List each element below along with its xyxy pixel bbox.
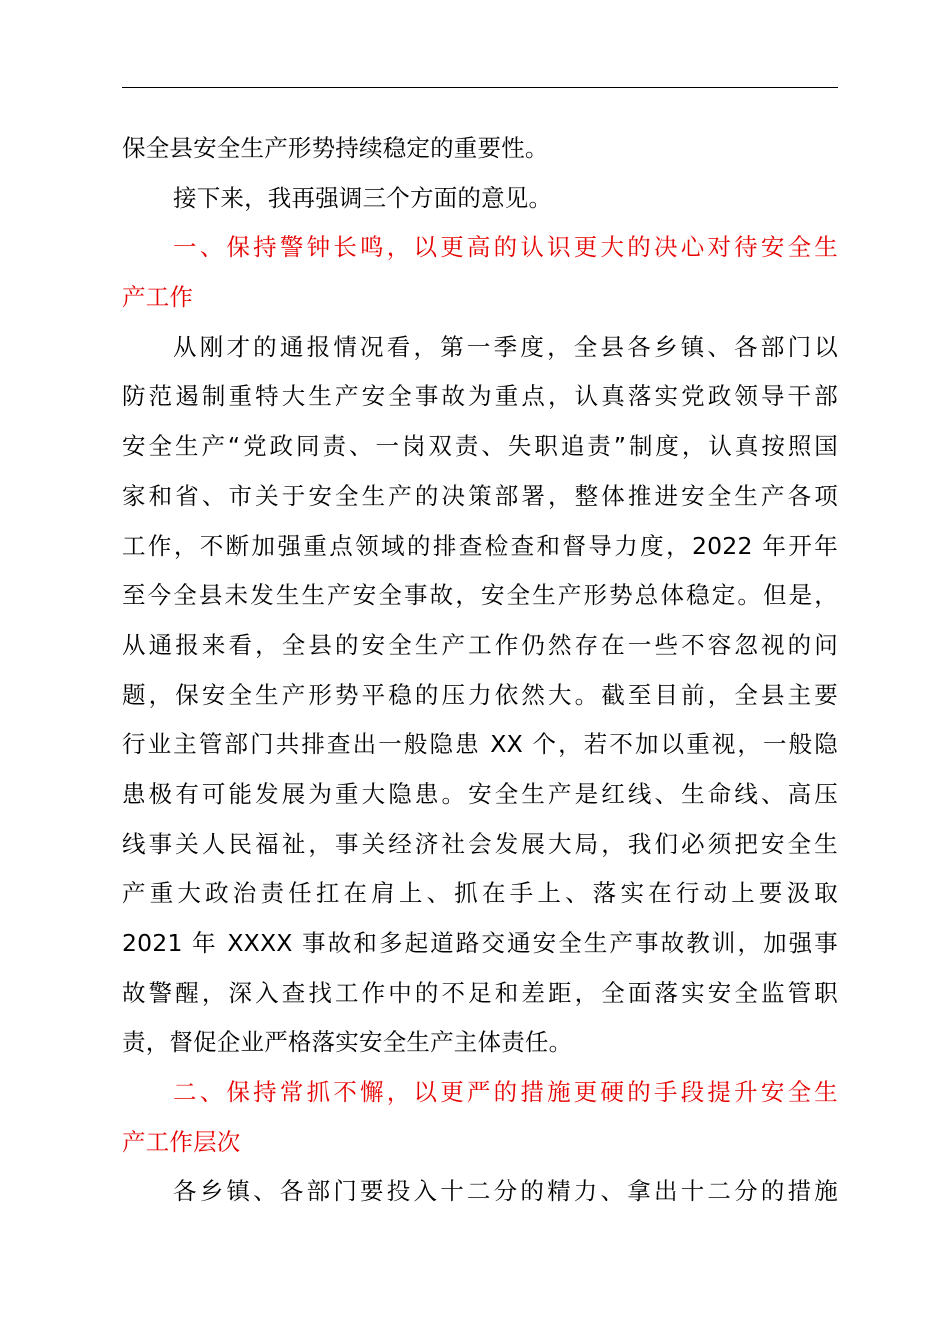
section-heading-2: 二、保持常抓不懈，以更严的措施更硬的手段提升安全生 [173,1078,838,1107]
body-line: 安全生产“党政同责、一岗双责、失职追责”制度，认真按照国 [122,432,838,461]
header-rule [122,87,838,88]
body-line: 工作，不断加强重点领域的排查检查和督导力度，2022 年开年 [122,531,838,560]
body-line: 防范遏制重特大生产安全事故为重点，认真落实党政领导干部 [122,382,838,411]
body-line: 家和省、市关于安全生产的决策部署，整体推进安全生产各项 [122,481,838,510]
body-line: 保全县安全生产形势持续稳定的重要性。 [122,134,549,162]
body-line: 患极有可能发展为重大隐患。安全生产是红线、生命线、高压 [122,779,838,808]
section-heading-2-cont: 产工作层次 [122,1127,241,1156]
section-heading-1-cont: 产工作 [122,283,194,312]
body-line: 2021 年 XXXX 事故和多起道路交通安全生产事故教训，加强事 [122,929,838,957]
body-line: 产重大政治责任扛在肩上、抓在手上、落实在行动上要汲取 [122,879,838,908]
body-line: 接下来，我再强调三个方面的意见。 [173,183,553,212]
body-line: 故警醒，深入查找工作中的不足和差距，全面落实安全监管职 [122,978,838,1007]
body-line: 责，督促企业严格落实安全生产主体责任。 [122,1028,573,1057]
body-line: 行业主管部门共排查出一般隐患 XX 个，若不加以重视，一般隐 [122,730,838,759]
body-line: 从刚才的通报情况看，第一季度，全县各乡镇、各部门以 [173,332,838,361]
document-body [122,124,838,1217]
body-line: 从通报来看，全县的安全生产工作仍然存在一些不容忽视的问 [122,630,838,659]
body-line: 至今全县未发生生产安全事故，安全生产形势总体稳定。但是， [122,581,838,610]
body-line: 线事关人民福祉，事关经济社会发展大局，我们必须把安全生 [122,829,838,858]
section-heading-1: 一、保持警钟长鸣，以更高的认识更大的决心对待安全生 [173,233,838,262]
body-line: 各乡镇、各部门要投入十二分的精力、拿出十二分的措施 [173,1177,838,1206]
body-line: 题，保安全生产形势平稳的压力依然大。截至目前，全县主要 [122,680,838,709]
